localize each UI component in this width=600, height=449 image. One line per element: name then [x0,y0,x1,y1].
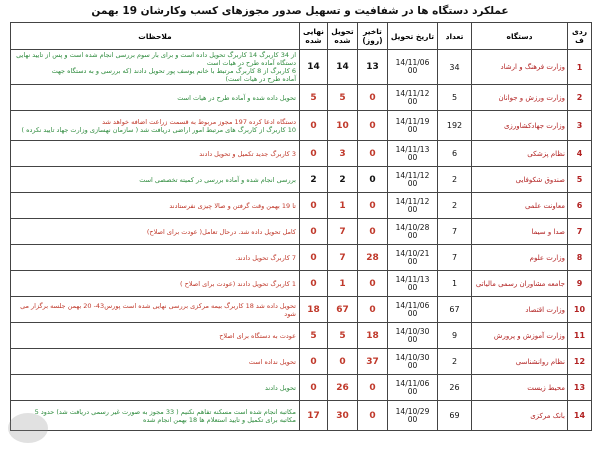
note-line: تحویل نداده است [248,357,296,366]
delay-cell: 0 [358,401,388,431]
date-cell: 14/11/12 00 [388,85,438,111]
notes-cell [11,323,300,349]
table-row [11,245,592,271]
note-line: 7 کاربرگ تحویل دادند. [235,253,296,262]
delivered-cell: 26 [328,375,358,401]
delay-cell: 18 [358,323,388,349]
notes-cell [11,167,300,193]
note-line: بررسی انجام شده و آماده بررسی در کمیته تخصصی است [139,175,296,184]
count-cell: 26 [438,375,472,401]
agency-name: صندوق شکوفایی [472,167,568,193]
final-cell: 0 [300,245,328,271]
table-row [11,50,592,85]
count-cell: 1 [438,271,472,297]
note-line: عودت به دستگاه برای اصلاح [219,331,296,340]
note-line: تا 19 بهمن وقت گرفتن و صالا چیزی نفرستادند [169,201,296,210]
count-cell: 9 [438,323,472,349]
date-cell: 14/11/12 00 [388,167,438,193]
header-count: تعداد [438,23,472,50]
watermark-logo [8,413,48,443]
delivered-cell: 67 [328,297,358,323]
delivered-cell: 5 [328,85,358,111]
performance-table [10,22,592,431]
row-number: 6 [568,193,592,219]
table-row [11,323,592,349]
count-cell: 69 [438,401,472,431]
row-number: 5 [568,167,592,193]
date-cell: 14/11/19 00 [388,111,438,141]
delivered-cell: 3 [328,141,358,167]
final-cell: 0 [300,141,328,167]
date-cell: 14/11/13 00 [388,271,438,297]
row-number: 14 [568,401,592,431]
notes-cell [11,111,300,141]
date-cell: 14/10/30 00 [388,323,438,349]
table-row [11,219,592,245]
note-line: مکاتبه برای تکمیل و تایید استعلام ها 18 بهمن انجام شده [143,415,296,424]
header-notes: ملاحظات [11,23,300,50]
notes-cell [11,401,300,431]
notes-cell [11,349,300,375]
delivered-cell: 0 [328,349,358,375]
agency-name: بانک مرکزی [472,401,568,431]
table-row [11,167,592,193]
notes-cell [11,50,300,85]
delay-cell: 0 [358,219,388,245]
delivered-cell: 10 [328,111,358,141]
agency-name: جامعه مشاوران رسمی مالیاتی [472,271,568,297]
note-line: تحویل داده شد 18 کاربرگ بیمه مرکزی بررسی نهایی شده است پورس43- 20 بهمن جلسه برگزار می شود [20,301,296,318]
final-cell: 18 [300,297,328,323]
notes-cell [11,141,300,167]
delivered-cell: 14 [328,50,358,85]
date-cell: 14/11/06 00 [388,50,438,85]
notes-cell [11,245,300,271]
final-cell: 2 [300,167,328,193]
table-row [11,297,592,323]
delivered-cell: 7 [328,219,358,245]
notes-cell [11,375,300,401]
final-cell: 5 [300,323,328,349]
delay-cell: 28 [358,245,388,271]
date-cell: 14/11/06 00 [388,297,438,323]
note-line: دستگاه ادعا کرده 197 مجوز مربوط به قسمت زراعت اضافه خواهد شد [102,117,296,126]
count-cell: 67 [438,297,472,323]
delivered-cell: 1 [328,193,358,219]
note-line: آماده طرح در هیات است) [225,75,296,83]
delay-cell: 0 [358,193,388,219]
table-row [11,401,592,431]
delay-cell: 0 [358,271,388,297]
final-cell: 17 [300,401,328,431]
table-header-row [11,23,592,50]
header-delay: تاخیر (روز) [358,23,388,50]
date-cell: 14/11/13 00 [388,141,438,167]
date-cell: 14/11/12 00 [388,193,438,219]
final-cell: 0 [300,349,328,375]
delay-cell: 37 [358,349,388,375]
notes-cell [11,85,300,111]
agency-name: وزارت علوم [472,245,568,271]
delivered-cell: 7 [328,245,358,271]
row-number: 12 [568,349,592,375]
row-number: 11 [568,323,592,349]
note-line: از 34 کاربرگ 14 کاربرگ تحویل داده است و برای بار سوم بررسی انجام شده است و پس از تایید نهایی دستگاه آماده طرح در هیات است [16,51,296,67]
notes-cell [11,297,300,323]
row-number: 4 [568,141,592,167]
count-cell: 6 [438,141,472,167]
row-number: 8 [568,245,592,271]
header-agency: دستگاه [472,23,568,50]
date-cell: 14/10/29 00 [388,401,438,431]
row-number: 9 [568,271,592,297]
header-final: نهایی شده [300,23,328,50]
note-line: تحویل داده شده و آماده طرح در هیات است [177,93,296,102]
count-cell: 7 [438,245,472,271]
agency-name: وزارت اقتصاد [472,297,568,323]
table-row [11,375,592,401]
notes-cell [11,193,300,219]
note-line: 10 کاربرگ از کاربرگ های مرتبط امور اراضی دریافت شد ( سازمان نهسازی وزارت جهاد تایید نکرده ) [21,125,296,134]
table-row [11,141,592,167]
delivered-cell: 2 [328,167,358,193]
delay-cell: 0 [358,167,388,193]
final-cell: 0 [300,375,328,401]
table-row [11,271,592,297]
table-row [11,193,592,219]
date-cell: 14/10/30 00 [388,349,438,375]
note-line: تحویل دادند [265,383,296,392]
agency-name: نظام روانشناسی [472,349,568,375]
count-cell: 34 [438,50,472,85]
delivered-cell: 5 [328,323,358,349]
final-cell: 0 [300,271,328,297]
header-date: تاریخ تحویل [388,23,438,50]
count-cell: 7 [438,219,472,245]
row-number: 7 [568,219,592,245]
date-cell: 14/10/21 00 [388,245,438,271]
table-row [11,85,592,111]
page-title: عملکرد دستگاه ها در شفافیت و تسهیل صدور مجوزهای کسب وکارشان 19 بهمن [91,5,509,17]
final-cell: 5 [300,85,328,111]
note-line: کامل تحویل داده شد. درحال تعامل( عودت برای اصلاح) [146,227,296,236]
header-delivered: تحویل شده [328,23,358,50]
agency-name: وزارت فرهنگ و ارشاد [472,50,568,85]
note-line: 6 کاربرگ از 8 کاربرگ مرتبط با خانم یوسف پور تحویل دادند (که بررسی و به دستگاه جهت [51,67,296,75]
table-row [11,349,592,375]
agency-name: وزارت ورزش و جوانان [472,85,568,111]
agency-name: معاونت علمی [472,193,568,219]
count-cell: 5 [438,85,472,111]
count-cell: 2 [438,167,472,193]
note-line: 1 کاربرگ تحویل دادند (عودت برای اصلاح ) [180,279,296,288]
row-number: 3 [568,111,592,141]
notes-cell [11,219,300,245]
table-row [11,111,592,141]
notes-cell [11,271,300,297]
row-number: 1 [568,50,592,85]
date-cell: 14/11/06 00 [388,375,438,401]
note-line: مکاتبه انجام شده است مسکنه تفاهم نکنیم ( 33 مجوز به صورت غیر رسمی دریافت شد) حدود 5 [34,407,296,416]
delay-cell: 13 [358,50,388,85]
row-number: 10 [568,297,592,323]
agency-name: محیط زیست [472,375,568,401]
agency-name: وزارت آموزش و پرورش [472,323,568,349]
note-line: 3 کاربرگ جدید تکمیل و تحویل دادند [199,149,296,158]
agency-name: وزارت جهادکشاورزی [472,111,568,141]
row-number: 13 [568,375,592,401]
count-cell: 2 [438,349,472,375]
final-cell: 0 [300,111,328,141]
header-row-no: ردی ف [568,23,592,50]
agency-name: نظام پزشکی [472,141,568,167]
final-cell: 0 [300,193,328,219]
agency-name: صدا و سیما [472,219,568,245]
final-cell: 14 [300,50,328,85]
count-cell: 2 [438,193,472,219]
count-cell: 192 [438,111,472,141]
delay-cell: 0 [358,297,388,323]
delay-cell: 0 [358,141,388,167]
delay-cell: 0 [358,375,388,401]
final-cell: 0 [300,219,328,245]
delay-cell: 0 [358,85,388,111]
delay-cell: 0 [358,111,388,141]
date-cell: 14/10/28 00 [388,219,438,245]
delivered-cell: 1 [328,271,358,297]
row-number: 2 [568,85,592,111]
delivered-cell: 30 [328,401,358,431]
